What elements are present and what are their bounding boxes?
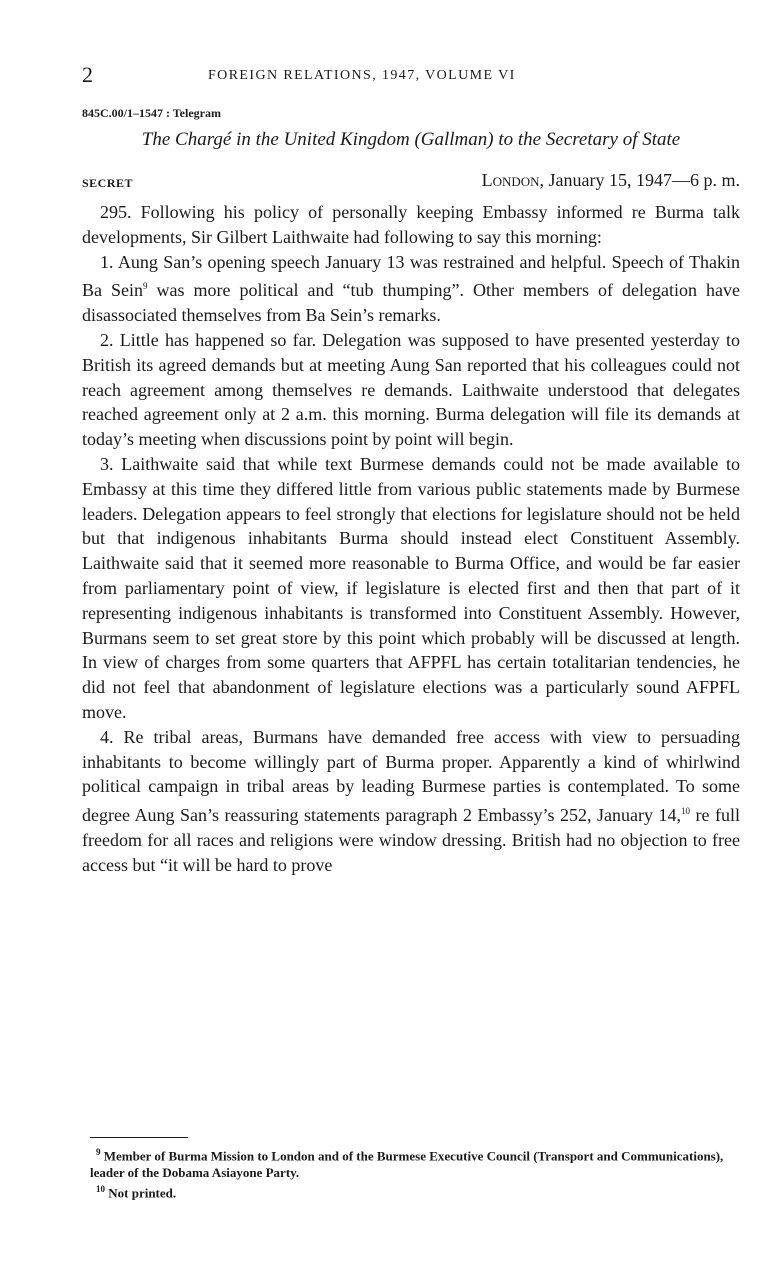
paragraph-1-text-cont: was more political and “tub thumping”. Other members of delegation have disassociated themselves from Ba Sein’s remarks.: [82, 280, 740, 326]
document-page: [82, 62, 740, 878]
telegram-body: [82, 200, 740, 878]
dateline-place: London: [481, 170, 540, 190]
footnote-ref-9[interactable]: 9: [143, 281, 148, 292]
page-number: 2: [82, 62, 93, 87]
document-id: 845C.00/1–1547 : Telegram: [82, 106, 221, 120]
footnote-text: Member of Burma Mission to London and of the Burmese Executive Council (Transport and Communications), leader of the Dobama Asiayone Party.: [90, 1148, 724, 1181]
footnote-ref-10[interactable]: 10: [680, 806, 690, 817]
running-head: [82, 62, 740, 92]
footnote-marker: 10: [96, 1184, 105, 1195]
footnote-marker: 9: [96, 1147, 101, 1157]
footnotes: [90, 1137, 750, 1202]
document-title: The Chargé in the United Kingdom (Gallman) to the Secretary of State: [141, 129, 681, 150]
footnote-divider: [90, 1137, 188, 1138]
paragraph-4-text: 4. Re tribal areas, Burmans have demanded free access with view to persuading inhabitants to become willingly part of Burma proper. Apparently a kind of whirlwind political campaign in tribal areas by leading Burmese parties is contemplated. To some degree Aung San’s reassuring statements paragraph 2 Embassy’s 252, January 14,: [82, 726, 740, 826]
running-title: FOREIGN RELATIONS, 1947, VOLUME VI: [208, 68, 516, 83]
dateline-row: [82, 170, 740, 200]
paragraph-intro: 295. Following his policy of personally keeping Embassy informed re Burma talk developments, Sir Gilbert Laithwaite had following to say this morning:: [82, 202, 740, 247]
paragraph-4-text-cont: re full freedom for all races and religions were window dressing. British had no objection to free access but “it will be hard to prove: [82, 805, 740, 875]
dateline-date: , January 15, 1947—6 p. m.: [539, 170, 740, 190]
paragraph-1-text: 1. Aung San’s opening speech January 13 was restrained and helpful. Speech of Thakin Ba Sein: [82, 251, 740, 301]
paragraph-2: 2. Little has happened so far. Delegation was supposed to have presented yesterday to British its agreed demands but at meeting Aung San reported that his colleagues could not reach agreement among themselves re demands. Laithwaite understood that delegates reached agreement only at 2 a.m. this morning. Burma delegation will file its demands at today’s meeting when discussions point by point will begin.: [82, 329, 740, 450]
paragraph-4: [82, 725, 740, 878]
footnote-10: [90, 1181, 750, 1201]
paragraph-1: [82, 250, 740, 328]
footnote-9: [90, 1144, 750, 1181]
dateline: [482, 170, 740, 191]
classification-label: SECRET: [82, 176, 134, 190]
paragraph-3: 3. Laithwaite said that while text Burmese demands could not be made available to Embassy at this time they differed little from various public statements made by Burmese leaders. Delegation appears to feel strongly that elections for legislature should not be held but that indigenous inhabitants Burma should instead elect Constituent Assembly. Laithwaite said that it seemed more reasonable to Burma Office, and would be far easier from parliamentary point of view, if legislature is elected first and then that part of it representing indigenous inhabitants is transformed into Constituent Assembly. However, Burmans seem to set great store by this point which probably will be discussed at length. In view of charges from some quarters that AFPFL has certain totalitarian tendencies, he did not feel that abandonment of legislature elections was a particularly sound AFPFL move.: [82, 453, 740, 722]
footnote-text: Not printed.: [108, 1185, 177, 1201]
